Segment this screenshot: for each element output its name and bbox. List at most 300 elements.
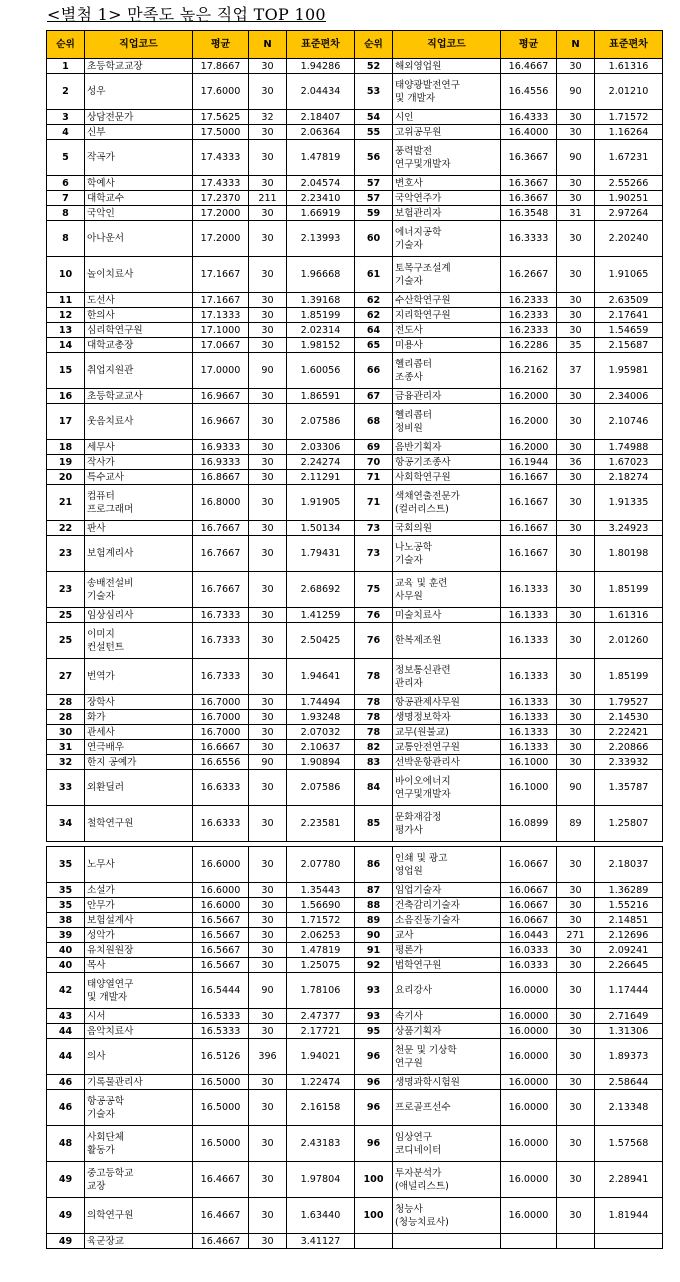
rank-cell: 67 — [355, 389, 393, 404]
job-code-cell — [85, 973, 193, 1009]
rank-cell: 82 — [355, 740, 393, 755]
n-cell: 90 — [249, 755, 287, 770]
sd-cell: 2.34006 — [595, 389, 663, 404]
sd-cell: 1.93248 — [287, 710, 355, 725]
job-code-cell — [393, 59, 501, 74]
job-code-line: 보험계리사 — [87, 548, 134, 559]
job-code-line: 한의사 — [87, 309, 115, 321]
n-cell: 31 — [557, 206, 595, 221]
n-cell: 30 — [249, 659, 287, 695]
job-code-line: 시인 — [395, 111, 414, 123]
mean-cell: 16.1944 — [501, 455, 557, 470]
mean-cell: 16.2333 — [501, 308, 557, 323]
job-code-cell — [85, 74, 193, 110]
job-code-line: 및 개발자 — [87, 991, 128, 1003]
n-cell: 30 — [557, 1198, 595, 1234]
mean-cell: 16.2000 — [501, 389, 557, 404]
n-cell: 30 — [249, 470, 287, 485]
job-code-cell — [393, 1198, 501, 1234]
mean-cell: 16.0000 — [501, 1198, 557, 1234]
rank-cell: 85 — [355, 806, 393, 842]
mean-cell: 16.1667 — [501, 470, 557, 485]
mean-cell: 16.0667 — [501, 898, 557, 913]
mean-cell: 16.1333 — [501, 695, 557, 710]
sd-cell: 1.94641 — [287, 659, 355, 695]
sd-cell: 2.10746 — [595, 404, 663, 440]
sd-cell: 1.63440 — [287, 1198, 355, 1234]
mean-cell: 16.0000 — [501, 1126, 557, 1162]
mean-cell: 16.1333 — [501, 740, 557, 755]
mean-cell: 16.4667 — [193, 1198, 249, 1234]
job-code-cell — [85, 353, 193, 389]
n-cell: 30 — [557, 389, 595, 404]
job-code-line: 특수교사 — [87, 471, 125, 483]
mean-cell: 16.0667 — [501, 847, 557, 883]
job-code-line: 교무(원불교) — [395, 726, 449, 738]
rank-cell: 35 — [47, 898, 85, 913]
table-row — [47, 59, 663, 74]
job-code-cell — [85, 928, 193, 943]
n-cell: 30 — [557, 1075, 595, 1090]
job-code-line: 소음진동기술자 — [395, 914, 460, 926]
table-row — [47, 695, 663, 710]
job-code-line: 의학연구원 — [87, 1210, 134, 1221]
mean-cell: 16.0000 — [501, 1009, 557, 1024]
sd-cell: 2.17641 — [595, 308, 663, 323]
sd-cell: 2.15687 — [595, 338, 663, 353]
job-code-line: 음악치료사 — [87, 1025, 134, 1037]
n-cell: 30 — [557, 521, 595, 536]
sd-cell: 1.35443 — [287, 883, 355, 898]
job-code-line: 선박운항관리사 — [395, 756, 460, 768]
sd-cell: 2.04574 — [287, 176, 355, 191]
job-code-line: 색채연출전문가 — [395, 490, 460, 502]
mean-cell: 16.7667 — [193, 521, 249, 536]
job-code-line: 미용사 — [395, 339, 423, 351]
job-code-line: 교장 — [87, 1180, 106, 1192]
mean-cell: 16.5667 — [193, 958, 249, 973]
sd-cell: 1.94286 — [287, 59, 355, 74]
job-code-cell — [85, 770, 193, 806]
table-row — [47, 1162, 663, 1198]
n-cell: 30 — [249, 536, 287, 572]
sd-cell: 1.97804 — [287, 1162, 355, 1198]
n-cell: 30 — [557, 898, 595, 913]
header-code: 직업코드 — [393, 31, 501, 59]
mean-cell: 17.2000 — [193, 206, 249, 221]
job-code-cell — [85, 191, 193, 206]
rank-cell: 93 — [355, 1009, 393, 1024]
mean-cell: 16.3667 — [501, 140, 557, 176]
rank-cell: 28 — [47, 710, 85, 725]
rank-cell: 62 — [355, 308, 393, 323]
n-cell: 90 — [557, 770, 595, 806]
job-code-cell — [85, 221, 193, 257]
job-code-line: 태양광발전연구 — [395, 79, 460, 91]
sd-cell: 2.02314 — [287, 323, 355, 338]
table-row — [47, 191, 663, 206]
rank-cell: 57 — [355, 191, 393, 206]
rank-cell: 43 — [47, 1009, 85, 1024]
n-cell: 30 — [557, 536, 595, 572]
job-code-cell — [85, 1162, 193, 1198]
n-cell: 30 — [249, 1162, 287, 1198]
job-code-cell — [85, 440, 193, 455]
sd-cell: 2.33932 — [595, 755, 663, 770]
n-cell: 37 — [557, 353, 595, 389]
rank-cell: 5 — [47, 140, 85, 176]
mean-cell: 16.6000 — [193, 847, 249, 883]
job-code-cell — [85, 257, 193, 293]
sd-cell: 2.16158 — [287, 1090, 355, 1126]
job-code-cell — [393, 140, 501, 176]
rank-cell: 6 — [47, 176, 85, 191]
header-code: 직업코드 — [85, 31, 193, 59]
n-cell: 30 — [249, 308, 287, 323]
job-code-cell — [393, 308, 501, 323]
rank-cell: 66 — [355, 353, 393, 389]
sd-cell: 2.07780 — [287, 847, 355, 883]
sd-cell: 2.22421 — [595, 725, 663, 740]
job-code-line: 연구원 — [395, 1057, 423, 1069]
sd-cell: 1.85199 — [595, 572, 663, 608]
job-code-line: 놀이치료사 — [87, 269, 134, 280]
sd-cell: 2.18407 — [287, 110, 355, 125]
mean-cell: 16.0443 — [501, 928, 557, 943]
job-code-cell — [85, 806, 193, 842]
rank-cell: 13 — [47, 323, 85, 338]
job-code-line: 청능사 — [395, 1203, 423, 1215]
sd-cell: 1.91905 — [287, 485, 355, 521]
n-cell: 30 — [249, 440, 287, 455]
sd-cell: 2.47377 — [287, 1009, 355, 1024]
rank-cell: 75 — [355, 572, 393, 608]
n-cell: 30 — [249, 404, 287, 440]
n-cell: 30 — [557, 883, 595, 898]
sd-cell: 1.81944 — [595, 1198, 663, 1234]
mean-cell: 16.6000 — [193, 898, 249, 913]
job-code-cell — [85, 659, 193, 695]
sd-cell: 1.78106 — [287, 973, 355, 1009]
rank-cell: 57 — [355, 176, 393, 191]
job-code-line: 작곡가 — [87, 152, 115, 163]
n-cell: 30 — [249, 623, 287, 659]
job-code-cell — [85, 521, 193, 536]
job-code-line: 철학연구원 — [87, 818, 134, 829]
table-row — [47, 1126, 663, 1162]
n-cell: 30 — [249, 485, 287, 521]
table-row — [47, 293, 663, 308]
rank-cell: 31 — [47, 740, 85, 755]
n-cell: 30 — [557, 293, 595, 308]
rank-cell: 49 — [47, 1198, 85, 1234]
sd-cell: 1.74494 — [287, 695, 355, 710]
rank-cell: 27 — [47, 659, 85, 695]
mean-cell: 16.7333 — [193, 608, 249, 623]
mean-cell: 16.4333 — [501, 110, 557, 125]
job-code-cell — [393, 206, 501, 221]
sd-cell: 2.12696 — [595, 928, 663, 943]
rank-cell: 83 — [355, 755, 393, 770]
mean-cell: 16.1667 — [501, 485, 557, 521]
mean-cell: 16.9333 — [193, 440, 249, 455]
header-rank: 순위 — [355, 31, 393, 59]
rank-cell: 38 — [47, 913, 85, 928]
job-code-cell — [85, 176, 193, 191]
job-code-cell — [393, 1126, 501, 1162]
rank-cell: 25 — [47, 608, 85, 623]
sd-cell: 1.31306 — [595, 1024, 663, 1039]
rank-cell: 78 — [355, 659, 393, 695]
job-code-cell — [85, 485, 193, 521]
sd-cell: 1.16264 — [595, 125, 663, 140]
table-row — [47, 725, 663, 740]
n-cell: 30 — [557, 404, 595, 440]
sd-cell: 1.95981 — [595, 353, 663, 389]
job-code-cell — [393, 770, 501, 806]
rank-cell: 90 — [355, 928, 393, 943]
rank-cell: 55 — [355, 125, 393, 140]
mean-cell: 16.7000 — [193, 725, 249, 740]
job-code-line: 변호사 — [395, 177, 423, 189]
job-code-cell — [85, 695, 193, 710]
job-code-cell — [393, 572, 501, 608]
n-cell: 30 — [557, 740, 595, 755]
mean-cell: 16.2667 — [501, 257, 557, 293]
n-cell: 30 — [557, 470, 595, 485]
sd-cell: 2.20240 — [595, 221, 663, 257]
header-n: N — [249, 31, 287, 59]
sd-cell: 1.57568 — [595, 1126, 663, 1162]
empty-cell — [557, 1234, 595, 1249]
table-row — [47, 404, 663, 440]
job-code-cell — [393, 973, 501, 1009]
sd-cell: 2.01260 — [595, 623, 663, 659]
job-code-line: 한복제조원 — [395, 635, 442, 646]
job-code-cell — [393, 1024, 501, 1039]
job-code-line: 보험관리자 — [395, 207, 442, 219]
job-code-line: 기술자 — [87, 590, 115, 602]
job-code-cell — [393, 1009, 501, 1024]
n-cell: 30 — [557, 572, 595, 608]
job-code-line: 화가 — [87, 711, 106, 723]
job-code-cell — [85, 1024, 193, 1039]
job-code-cell — [393, 257, 501, 293]
job-code-line: 사무원 — [395, 590, 423, 602]
n-cell: 30 — [557, 943, 595, 958]
n-cell: 89 — [557, 806, 595, 842]
rank-cell: 40 — [47, 958, 85, 973]
job-code-cell — [85, 913, 193, 928]
job-code-line: 사회단체 — [87, 1131, 125, 1143]
rank-cell: 48 — [47, 1126, 85, 1162]
mean-cell: 16.6556 — [193, 755, 249, 770]
job-code-cell — [393, 455, 501, 470]
sd-cell: 3.24923 — [595, 521, 663, 536]
table-row — [47, 710, 663, 725]
n-cell: 30 — [249, 323, 287, 338]
rank-cell: 35 — [47, 847, 85, 883]
rank-cell: 16 — [47, 389, 85, 404]
table-row — [47, 353, 663, 389]
table-row — [47, 1024, 663, 1039]
job-code-line: 상담전문가 — [87, 111, 134, 123]
job-code-line: 천문 및 기상학 — [395, 1044, 457, 1056]
mean-cell: 17.1667 — [193, 293, 249, 308]
mean-cell: 16.4667 — [501, 59, 557, 74]
job-code-line: 금융관리자 — [395, 390, 442, 402]
rank-cell: 20 — [47, 470, 85, 485]
n-cell: 30 — [249, 1198, 287, 1234]
job-code-line: 외환딜러 — [87, 782, 125, 793]
job-code-line: 프로그래머 — [87, 503, 134, 515]
table-row — [47, 176, 663, 191]
mean-cell: 16.5667 — [193, 913, 249, 928]
mean-cell: 16.7667 — [193, 572, 249, 608]
job-code-cell — [85, 898, 193, 913]
rank-cell: 10 — [47, 257, 85, 293]
mean-cell: 16.1667 — [501, 521, 557, 536]
table-row — [47, 943, 663, 958]
mean-cell: 16.0000 — [501, 1024, 557, 1039]
n-cell: 30 — [249, 455, 287, 470]
sd-cell: 1.86591 — [287, 389, 355, 404]
table-row — [47, 257, 663, 293]
n-cell: 30 — [557, 485, 595, 521]
header-mean: 평균 — [501, 31, 557, 59]
rank-cell: 34 — [47, 806, 85, 842]
job-code-line: 기술자 — [395, 239, 423, 251]
rank-cell: 8 — [47, 206, 85, 221]
mean-cell: 16.3667 — [501, 176, 557, 191]
rank-cell: 70 — [355, 455, 393, 470]
top100-table-bottom — [46, 846, 663, 1249]
job-code-cell — [393, 338, 501, 353]
sd-cell: 1.91335 — [595, 485, 663, 521]
job-code-cell — [393, 110, 501, 125]
table-row — [47, 928, 663, 943]
n-cell: 30 — [249, 257, 287, 293]
rank-cell: 17 — [47, 404, 85, 440]
n-cell: 30 — [249, 140, 287, 176]
job-code-line: 목사 — [87, 959, 106, 971]
sd-cell: 1.35787 — [595, 770, 663, 806]
rank-cell: 19 — [47, 455, 85, 470]
n-cell: 30 — [557, 623, 595, 659]
table-row — [47, 623, 663, 659]
job-code-line: 국회의원 — [395, 522, 433, 534]
rank-cell: 40 — [47, 943, 85, 958]
table-row — [47, 140, 663, 176]
table-row — [47, 847, 663, 883]
table-row — [47, 572, 663, 608]
job-code-line: 컨설턴트 — [87, 641, 125, 653]
sd-cell: 1.25075 — [287, 958, 355, 973]
sd-cell: 1.98152 — [287, 338, 355, 353]
table-row — [47, 323, 663, 338]
job-code-line: 이미지 — [87, 628, 115, 640]
n-cell: 30 — [557, 1024, 595, 1039]
n-cell: 30 — [557, 1039, 595, 1075]
sd-cell: 1.60056 — [287, 353, 355, 389]
job-code-line: 항공공학 — [87, 1095, 125, 1107]
job-code-cell — [85, 1009, 193, 1024]
job-code-cell — [393, 883, 501, 898]
n-cell: 30 — [249, 695, 287, 710]
sd-cell: 1.90894 — [287, 755, 355, 770]
job-code-line: 건축감리기술자 — [395, 899, 460, 911]
n-cell: 30 — [249, 293, 287, 308]
job-code-line: 코디네이터 — [395, 1144, 442, 1156]
mean-cell: 16.0667 — [501, 883, 557, 898]
sd-cell: 2.68692 — [287, 572, 355, 608]
rank-cell: 65 — [355, 338, 393, 353]
job-code-line: 초등학교교사 — [87, 390, 143, 402]
job-code-cell — [85, 470, 193, 485]
sd-cell: 1.56690 — [287, 898, 355, 913]
rank-cell: 76 — [355, 623, 393, 659]
sd-cell: 1.79527 — [595, 695, 663, 710]
sd-cell: 1.22474 — [287, 1075, 355, 1090]
n-cell: 30 — [557, 725, 595, 740]
job-code-line: 및 개발자 — [395, 92, 436, 104]
sd-cell: 1.39168 — [287, 293, 355, 308]
job-code-cell — [393, 1162, 501, 1198]
n-cell: 30 — [249, 1009, 287, 1024]
n-cell: 30 — [557, 257, 595, 293]
rank-cell: 71 — [355, 485, 393, 521]
mean-cell: 17.0667 — [193, 338, 249, 353]
n-cell: 271 — [557, 928, 595, 943]
rank-cell: 2 — [47, 74, 85, 110]
job-code-line: 교사 — [395, 929, 414, 941]
job-code-line: 해외영업원 — [395, 60, 442, 72]
job-code-cell — [393, 1090, 501, 1126]
job-code-cell — [85, 536, 193, 572]
sd-cell: 1.47819 — [287, 140, 355, 176]
empty-cell — [501, 1234, 557, 1249]
table-row — [47, 308, 663, 323]
rank-cell: 92 — [355, 958, 393, 973]
table-row — [47, 1198, 663, 1234]
job-code-cell — [393, 521, 501, 536]
table-row — [47, 125, 663, 140]
rank-cell: 8 — [47, 221, 85, 257]
job-code-line: 고위공무원 — [395, 126, 442, 138]
mean-cell: 16.2000 — [501, 404, 557, 440]
n-cell: 30 — [249, 770, 287, 806]
n-cell: 32 — [249, 110, 287, 125]
n-cell: 30 — [249, 725, 287, 740]
table-row — [47, 74, 663, 110]
mean-cell: 17.2370 — [193, 191, 249, 206]
job-code-line: 미술치료사 — [395, 609, 442, 621]
sd-cell: 1.71572 — [287, 913, 355, 928]
mean-cell: 16.5333 — [193, 1009, 249, 1024]
job-code-line: 지리학연구원 — [395, 309, 451, 321]
n-cell: 90 — [249, 973, 287, 1009]
job-code-line: 항공관제사무원 — [395, 696, 460, 708]
mean-cell: 16.7000 — [193, 710, 249, 725]
job-code-cell — [393, 755, 501, 770]
sd-cell: 2.43183 — [287, 1126, 355, 1162]
job-code-cell — [393, 659, 501, 695]
sd-cell: 2.11291 — [287, 470, 355, 485]
job-code-line: 기술자 — [395, 554, 423, 566]
rank-cell: 33 — [47, 770, 85, 806]
rank-cell: 22 — [47, 521, 85, 536]
mean-cell: 16.0000 — [501, 1162, 557, 1198]
